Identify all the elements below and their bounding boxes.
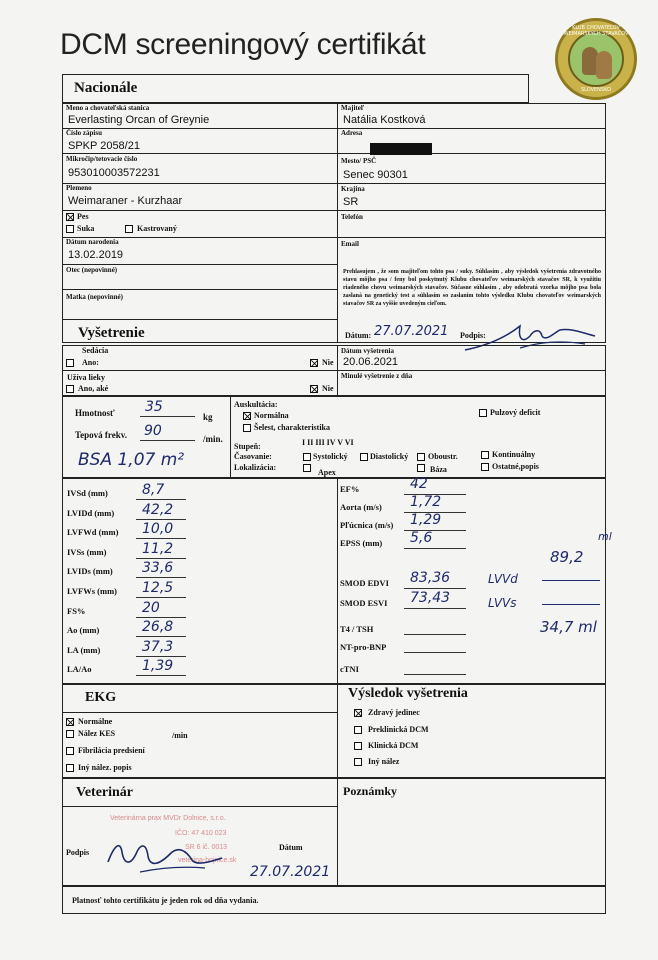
previous-exam-label: Minulé vyšetrenie z dňa [341, 372, 413, 380]
echo-left-value: 10,0 [142, 521, 174, 538]
vysetrenie-heading: Vyšetrenie [78, 325, 145, 341]
echo-left-label: LVFWd (mm) [67, 527, 119, 538]
echo-right-value: 1,29 [410, 512, 442, 528]
baza-label: Báza [430, 465, 447, 474]
ml-unit-note: ml [598, 530, 612, 543]
echo-left-label: LVIDd (mm) [67, 507, 115, 518]
echo-left-value: 42,2 [142, 501, 174, 518]
consent-text: Prehlasujem , že som majiteľom tohto psa / suky. Súhlasím , aby výsledok vyšetrenia zdravotného stavu môjho psa / feny bol poskytnutý Klubu chovateľov weimarských stavačov SR, k využitiu riadeného chovu weimarských stavačov. Súčasne súhlasím , aby odobratá vzorka môjho psa bola zaslaná na genetický test a súhlasím so zaslaním tohto výsledku Klubu chovateľov weimarských stavačov SR za vyššie uvedeným cieľom. [343, 269, 601, 307]
heart-rate-value: 90 [144, 423, 162, 439]
echo-left-value: 26,8 [142, 619, 174, 636]
checkbox-pulzovy[interactable] [479, 409, 487, 417]
checkbox-ostatne[interactable] [481, 463, 489, 471]
checkbox-oboustr[interactable] [417, 453, 425, 461]
echo-right-label: Pľúcnica (m/s) [340, 520, 394, 530]
bsa-note: BSA 1,07 m² [78, 450, 185, 470]
name-label: Meno a chovateľská stanica [66, 104, 150, 112]
notes-heading: Poznámky [343, 784, 397, 798]
echo-right-label: NT-pro-BNP [340, 642, 387, 652]
birthdate-value: 13.02.2019 [68, 249, 124, 261]
checkbox-fibrilacia[interactable] [66, 747, 74, 755]
echo-left-label: FS% [67, 605, 86, 616]
checkbox-selest[interactable] [243, 424, 251, 432]
phone-label: Telefón [341, 213, 363, 221]
echo-left-label: IVSs (mm) [67, 546, 107, 557]
sedacia-label: Sedácia [82, 346, 109, 355]
lieky-ano-label: Ano, aké [78, 384, 109, 393]
lvvd-note: LVVd [488, 572, 518, 586]
vet-stamp-line1: Veterinárna prax MVDr Dolnice, s.r.o. [110, 815, 226, 822]
exam-date-value: 20.06.2021 [343, 356, 399, 368]
lieky-label: Užíva lieky [67, 373, 105, 382]
country-value: SR [343, 196, 359, 208]
ekg-min-label: /min [172, 731, 188, 740]
breed-value: Weimaraner - Kurzhaar [68, 195, 183, 207]
consent-date-label: Dátum: [345, 331, 372, 340]
vysledok-iny-label: Iný nález [368, 757, 400, 766]
email-label: Email [341, 240, 359, 248]
address-label: Adresa [341, 129, 363, 137]
checkbox-baza[interactable] [417, 464, 425, 472]
echo-left-label: LA (mm) [67, 644, 101, 655]
echo-left-value: 11,2 [142, 540, 174, 557]
checkbox-normalna[interactable] [243, 412, 251, 420]
echo-right-label: SMOD EDVI [340, 578, 389, 588]
zdravy-label: Zdravý jedinec [368, 708, 420, 717]
auscultation-heading: Auskultácia: [234, 400, 278, 409]
footer-validity: Platnosť tohto certifikátu je jeden rok od dňa vydania. [72, 896, 259, 905]
systolicky-label: Systolický [313, 452, 348, 461]
sedacia-nie-label: Nie [322, 358, 334, 367]
oboustr-label: Oboustr. [428, 452, 458, 461]
echo-left-label: Ao (mm) [67, 625, 100, 636]
heart-rate-label: Tepová frekv. [75, 430, 128, 440]
logo-text-bottom: SLOVENSKO [580, 87, 612, 93]
echo-left-label: LVFWs (mm) [67, 586, 117, 596]
diastolicky-label: Diastolický [370, 452, 409, 461]
address-redaction [370, 143, 432, 155]
mother-label: Matka (nepovinné) [66, 293, 123, 301]
kg-label: kg [203, 412, 213, 422]
lvvd-handwritten-value: 89,2 [550, 548, 584, 566]
checkbox-nalez-kes[interactable] [66, 730, 74, 738]
vet-signature [100, 832, 230, 878]
checkbox-ekg-iny[interactable] [66, 764, 74, 772]
selest-label: Šelest, charakteristika [254, 423, 330, 432]
club-logo [555, 18, 637, 100]
name-value: Everlasting Orcan of Greynie [68, 114, 210, 126]
echo-left-value: 20 [142, 599, 160, 616]
checkbox-kontinualny[interactable] [481, 451, 489, 459]
echo-left-label: LVIDs (mm) [67, 566, 113, 577]
ekg-iny-label: Iný nález. popis [78, 763, 132, 772]
nacionale-heading: Nacionále [74, 80, 138, 96]
father-label: Otec (nepovinné) [66, 266, 118, 274]
checkbox-vysledok-iny[interactable] [354, 758, 362, 766]
checkbox-pes[interactable] [66, 213, 74, 221]
echo-left-value: 37,3 [142, 638, 174, 655]
owner-value: Natália Kostková [343, 114, 426, 126]
checkbox-lieky-ano[interactable] [66, 385, 74, 393]
checkbox-systolicky[interactable] [303, 453, 311, 461]
city-value: Senec 90301 [343, 169, 408, 181]
vet-date-label: Dátum [279, 843, 303, 852]
echo-right-label: cTNI [340, 664, 359, 674]
pes-label: Pes [77, 212, 89, 221]
klinicka-label: Klinická DCM [368, 741, 419, 750]
owner-label: Majiteľ [341, 104, 365, 112]
echo-right-value: 73,43 [410, 590, 451, 606]
vet-stamp-line4: veterina-bojnice.sk [178, 857, 237, 864]
echo-left-value: 1,39 [142, 658, 174, 675]
checkbox-klinicka[interactable] [354, 742, 362, 750]
ekg-normalne-label: Normálne [78, 717, 113, 726]
checkbox-preklinicka[interactable] [354, 726, 362, 734]
kontinualny-label: Kontinuálny [492, 450, 536, 459]
vet-signature-label: Podpis [66, 848, 90, 857]
vet-date-value: 27.07.2021 [250, 864, 331, 880]
lvvs-note: LVVs [488, 596, 517, 610]
ostatne-label: Ostatné,popis [492, 462, 539, 471]
city-label: Mesto/ PSČ [341, 157, 377, 165]
checkbox-ekg-normalne[interactable] [66, 718, 74, 726]
chip-label: Mikročip/tetovacie číslo [66, 155, 138, 163]
echo-right-value: 83,36 [410, 570, 451, 586]
echo-right-label: Aorta (m/s) [340, 502, 382, 512]
echo-left-label: LA/Ao [67, 664, 92, 675]
echo-right-label: T4 / TSH [340, 624, 374, 634]
registration-label: Číslo zápisu [66, 129, 102, 137]
checkbox-suka[interactable] [66, 225, 74, 233]
stupen-label: Stupeň: [234, 442, 261, 451]
fibrilacia-label: Fibrilácia predsiení [78, 746, 145, 755]
result-heading: Výsledok vyšetrenia [348, 686, 468, 701]
certificate-title: DCM screeningový certifikát [60, 28, 426, 61]
breed-label: Plemeno [66, 184, 92, 192]
echo-left-value: 12,5 [142, 580, 174, 596]
logo-text-top: KLUB CHOVATEĽOV WEIMARSKÝCH STAVAČOV [563, 25, 629, 37]
checkbox-sedacia-ano[interactable] [66, 359, 74, 367]
apex-label: Apex [318, 468, 336, 477]
checkbox-diastolicky[interactable] [360, 453, 368, 461]
weight-label: Hmotnosť [75, 408, 115, 418]
lokalizacia-label: Lokalizácia: [234, 463, 277, 472]
kastrovany-label: Kastrovaný [137, 224, 177, 233]
nalez-kes-label: Nález KES [78, 729, 116, 738]
preklinicka-label: Preklinická DCM [368, 725, 429, 734]
registration-value: SPKP 2058/21 [68, 140, 140, 152]
chip-value: 953010003572231 [68, 167, 160, 179]
echo-right-label: EF% [340, 484, 360, 494]
casovanie-label: Časovanie: [234, 452, 272, 461]
echo-right-label: SMOD ESVI [340, 598, 388, 608]
checkbox-sedacia-nie[interactable] [310, 359, 318, 367]
echo-left-value: 33,6 [142, 560, 174, 577]
exam-date-label: Dátum vyšetrenia [341, 347, 394, 355]
echo-right-label: EPSS (mm) [340, 538, 383, 548]
suka-label: Suka [77, 224, 95, 233]
lvvs-handwritten-value: 34,7 ml [540, 618, 597, 636]
normalna-label: Normálna [254, 411, 289, 420]
echo-right-value: 5,6 [410, 530, 433, 546]
echo-left-value: 8,7 [142, 482, 165, 498]
lieky-nie-label: Nie [322, 384, 334, 393]
checkbox-apex[interactable] [303, 464, 311, 472]
consent-signature-label: Podpis: [460, 331, 486, 340]
ekg-result-section [62, 684, 606, 778]
echo-left-label: IVSd (mm) [67, 488, 108, 498]
consent-date-value: 27.07.2021 [374, 324, 449, 339]
pulzovy-label: Pulzový deficit [490, 408, 541, 417]
checkbox-kastrovany[interactable] [125, 225, 133, 233]
vet-heading: Veterinár [76, 785, 134, 800]
weight-value: 35 [145, 399, 163, 415]
sedacia-ano-label: Ano: [82, 358, 99, 367]
birthdate-label: Dátum narodenia [66, 238, 119, 246]
echo-right-value: 42 [410, 476, 428, 492]
ekg-heading: EKG [85, 690, 117, 705]
vet-stamp-line3: SR 6 ič. 0013 [185, 844, 228, 851]
checkbox-zdravy[interactable] [354, 709, 362, 717]
echo-right-value: 1,72 [410, 494, 442, 510]
vet-stamp-line2: IČO: 47 410 023 [175, 830, 227, 837]
country-label: Krajina [341, 185, 365, 193]
grades-label: I II III IV V VI [302, 438, 354, 447]
checkbox-lieky-nie[interactable] [310, 385, 318, 393]
min-label: /min. [203, 434, 223, 444]
